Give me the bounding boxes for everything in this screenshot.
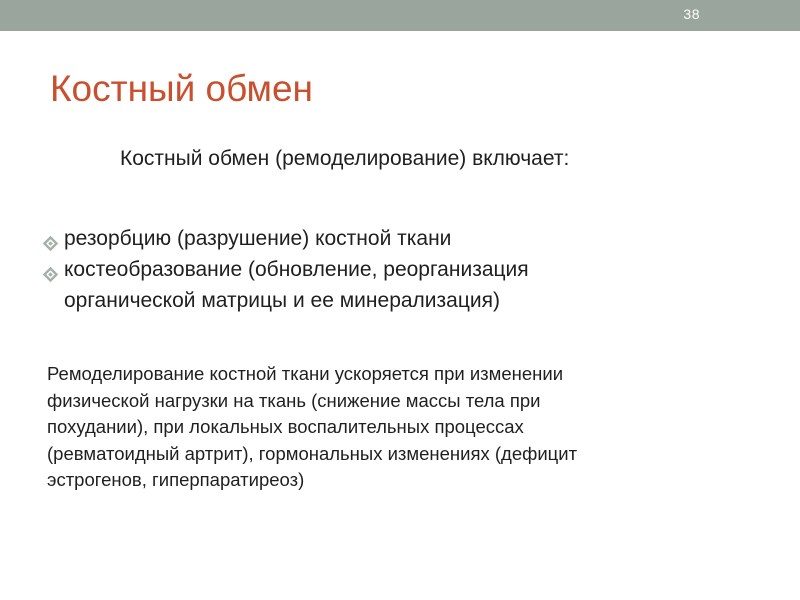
bullet-item <box>40 254 740 316</box>
diamond-bullet-icon <box>42 261 59 278</box>
slide-header-bar <box>0 0 800 31</box>
diamond-bullet-icon <box>42 230 59 247</box>
bullet-item <box>40 223 740 254</box>
slide-title: Костный обмен <box>50 68 313 109</box>
slide-number: 38 <box>683 6 700 22</box>
bullet-text: костеобразование (обновление, реорганизация органической матрицы и ее минерализация) <box>64 258 529 312</box>
intro-text: Костный обмен (ремоделирование) включает: <box>120 147 570 170</box>
bullet-list <box>40 223 740 316</box>
body-paragraph: Ремоделирование костной ткани ускоряется при изменении физической нагрузки на ткань (снижение массы тела при похудании), при локальных воспалительных процессах (ревматоидный артрит), гормональных изменениях (дефицит эстрогенов, гиперпаратиреоз) <box>47 363 578 490</box>
bullet-text: резорбцию (разрушение) костной ткани <box>64 227 452 250</box>
